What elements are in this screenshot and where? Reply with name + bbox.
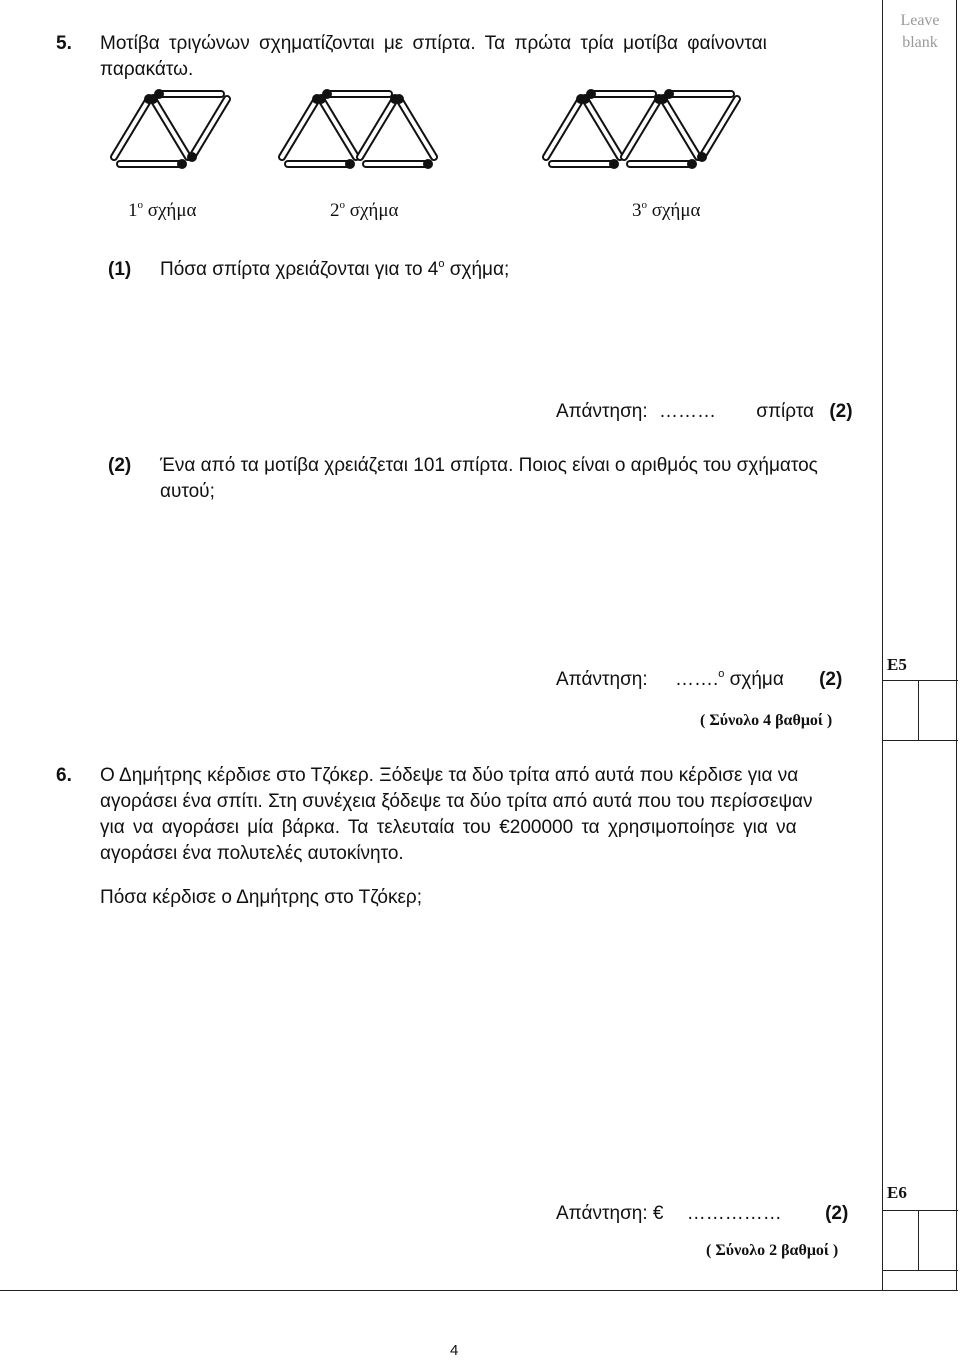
e6-box-divider	[918, 1210, 919, 1270]
answer-blank[interactable]: ……………	[686, 1203, 782, 1224]
figure-3-num: 3	[632, 200, 642, 221]
matchstick-inner	[282, 99, 317, 157]
marks: (2)	[829, 401, 853, 422]
answer-label: Απάντηση:	[556, 669, 648, 690]
margin-line-left	[882, 0, 883, 1290]
q6-answer	[556, 1200, 848, 1227]
q5-part1-sup: ο	[438, 258, 445, 270]
matchstick-head	[697, 152, 707, 162]
e5-box-top	[882, 680, 958, 681]
matchstick-inner	[114, 99, 149, 157]
figure-1-num: 1	[128, 200, 138, 221]
q5-number: 5.	[56, 33, 72, 54]
answer-sup: ο	[718, 668, 725, 680]
marks: (2)	[819, 669, 843, 690]
matchstick-top-head	[322, 89, 332, 99]
matchstick-figures	[0, 88, 880, 188]
page-number: 4	[450, 1342, 459, 1359]
matchstick-inner	[192, 99, 227, 157]
matchstick-bottom-head	[177, 159, 187, 169]
q5-text-line1: Μοτίβα τριγώνων σχηματίζονται με σπίρτα. Τα πρώτα τρία μοτίβα φαίνονται	[100, 33, 767, 54]
matchstick-top-head	[586, 89, 596, 99]
q5-part1-text-b: σχήμα;	[444, 259, 510, 280]
matchstick-inner	[624, 99, 659, 157]
page-bottom-line	[0, 1290, 958, 1291]
matchstick-inner	[702, 99, 737, 157]
q5-part1-number: (1)	[108, 259, 132, 280]
figure-1-caption	[128, 200, 197, 222]
figure-2-label: σχήμα	[349, 200, 399, 221]
matchstick-head	[394, 94, 404, 104]
q6-text-line4: αγοράσει ένα πολυτελές αυτοκίνητο.	[100, 843, 404, 864]
q5-total: ( Σύνολο 4 βαθμοί )	[700, 712, 833, 729]
e6-box-bottom	[882, 1270, 958, 1271]
q5-part1-text	[160, 256, 509, 283]
answer-blank[interactable]: …….	[674, 669, 719, 690]
e5-label: E5	[887, 655, 907, 674]
q5-part2-number: (2)	[108, 455, 132, 476]
figure-2-caption	[330, 200, 399, 222]
matchstick-inner	[153, 99, 188, 157]
figure-3-label: σχήμα	[651, 200, 701, 221]
q6-number: 6.	[56, 765, 72, 786]
q6-total: ( Σύνολο 2 βαθμοί )	[706, 1242, 839, 1259]
q5-part1-text-a: Πόσα σπίρτα χρειάζονται για το 4	[160, 259, 439, 280]
figure-3-caption	[632, 200, 701, 222]
figure-2-num: 2	[330, 200, 340, 221]
q5-part1-answer	[556, 398, 853, 425]
marks: (2)	[825, 1203, 849, 1224]
matchstick-inner	[663, 99, 698, 157]
matchstick-bottom-head	[687, 159, 697, 169]
figure-2-matchsticks	[282, 89, 434, 169]
q6-text-line1: Ο Δημήτρης κέρδισε στο Τζόκερ. Ξόδεψε τα δύο τρίτα από αυτά που κέρδισε για να	[100, 765, 799, 786]
figure-3-sup: ο	[641, 199, 647, 211]
q6-question: Πόσα κέρδισε ο Δημήτρης στο Τζόκερ;	[100, 887, 423, 908]
answer-label: Απάντηση: €	[556, 1203, 664, 1224]
figure-1-label: σχήμα	[147, 200, 197, 221]
figure-1-matchsticks	[114, 89, 227, 169]
e5-box-bottom	[882, 740, 958, 741]
matchstick-inner	[360, 99, 395, 157]
matchstick-head	[187, 152, 197, 162]
figure-1-sup: ο	[137, 199, 143, 211]
matchstick-inner	[399, 99, 434, 157]
blank-text: blank	[902, 34, 938, 51]
e6-label: E6	[887, 1183, 907, 1202]
matchstick-top-head	[664, 89, 674, 99]
answer-unit: σχήμα	[724, 669, 784, 690]
leave-text: Leave	[900, 12, 940, 29]
figure-3-matchsticks	[546, 89, 737, 169]
matchstick-inner	[321, 99, 356, 157]
leave-blank-header	[884, 10, 956, 54]
answer-unit: σπίρτα	[756, 401, 815, 422]
q5-part2-answer	[556, 666, 842, 693]
matchstick-top-head	[154, 89, 164, 99]
q5-part2-text-line2: αυτού;	[160, 481, 215, 502]
matchstick-inner	[585, 99, 620, 157]
margin-line-right	[956, 0, 957, 1290]
matchstick-bottom-head	[345, 159, 355, 169]
matchstick-bottom-head	[609, 159, 619, 169]
e5-box-divider	[918, 680, 919, 740]
q5-part2-text-line1: Ένα από τα μοτίβα χρειάζεται 101 σπίρτα. Ποιος είναι ο αριθμός του σχήματος	[160, 455, 818, 476]
e6-box-top	[882, 1210, 958, 1211]
answer-label: Απάντηση:	[556, 401, 648, 422]
q6-text-line3: για να αγοράσει μία βάρκα. Τα τελευταία του €200000 τα χρησιμοποίησε για να	[100, 817, 797, 838]
answer-blank[interactable]: ………	[658, 401, 716, 422]
matchstick-inner	[546, 99, 581, 157]
figure-2-sup: ο	[339, 199, 345, 211]
matchstick-bottom-head	[423, 159, 433, 169]
q6-text-line2: αγοράσει ένα σπίτι. Στη συνέχεια ξόδεψε τα δύο τρίτα από αυτά που του περίσσεψαν	[100, 791, 813, 812]
q5-text-line2: παρακάτω.	[100, 59, 194, 80]
